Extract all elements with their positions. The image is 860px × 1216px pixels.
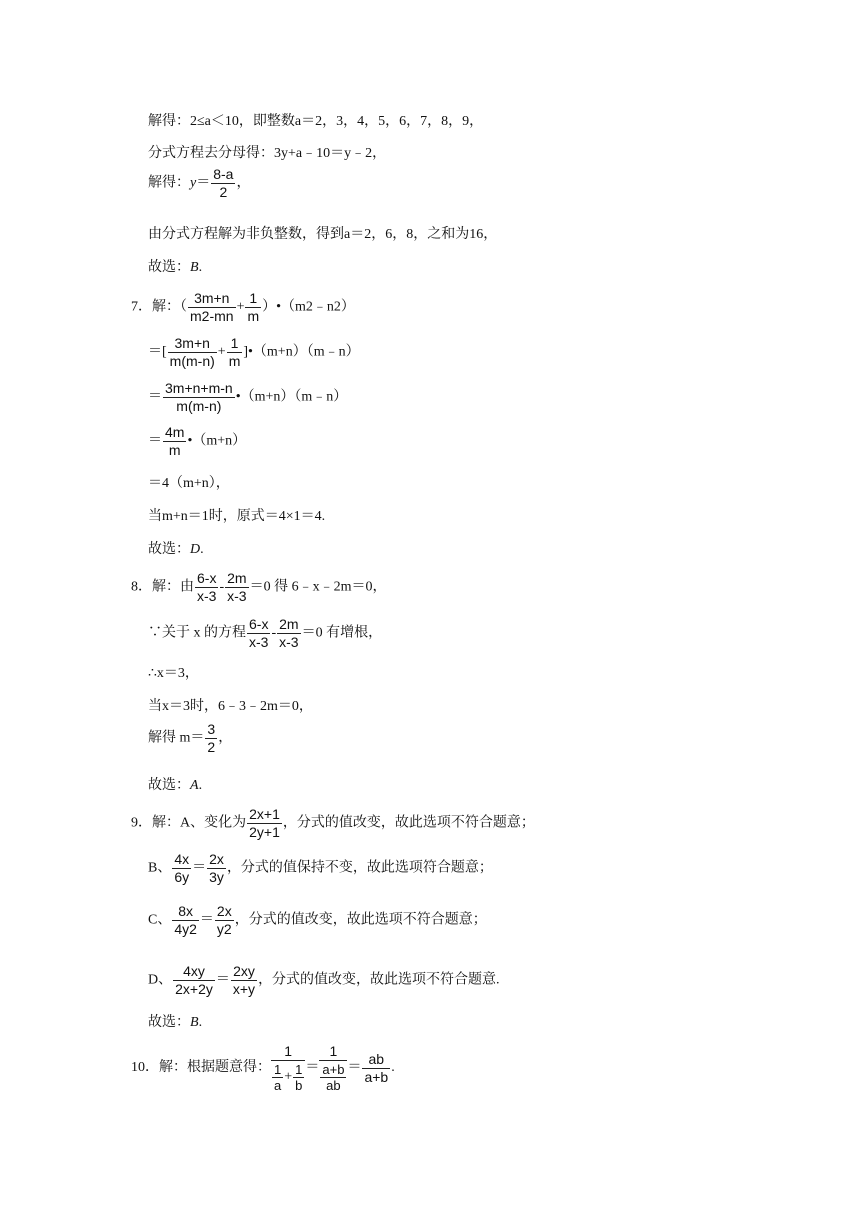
denominator: 2: [207, 739, 216, 755]
fraction: [247, 616, 270, 651]
denominator: [319, 1061, 347, 1093]
text: 8．解：由: [131, 579, 194, 595]
fraction: [277, 616, 300, 651]
denominator: m: [247, 308, 260, 324]
text: .: [391, 1060, 395, 1076]
denominator: 2y+1: [249, 824, 280, 840]
numerator: 1: [319, 1043, 347, 1061]
text: •（m+n）（m﹣n）: [235, 389, 348, 405]
complex-fraction: [271, 1043, 305, 1093]
numerator: 6-x: [249, 616, 269, 632]
denominator: m(m-n): [169, 353, 215, 369]
fraction: [168, 335, 217, 370]
text: 故选：: [148, 1015, 190, 1030]
text: C、: [148, 912, 172, 928]
text: •（m+n）: [187, 433, 247, 449]
text: 7．解：（: [131, 299, 187, 315]
complex-fraction: [319, 1043, 347, 1093]
fraction: [173, 963, 215, 998]
solution-line: 分式方程去分母得：3y+a﹣10＝y﹣2，: [148, 146, 387, 161]
numerator: 1: [245, 290, 261, 308]
numerator: 1: [227, 335, 243, 353]
solution-line: ＝4（m+n），: [148, 476, 230, 491]
fraction: [163, 380, 235, 415]
equals-sign: ＝: [196, 175, 211, 191]
numerator: 2x: [209, 851, 224, 867]
equals-sign: ＝: [199, 912, 214, 928]
text: ）•（m2﹣n2）: [262, 299, 355, 315]
denominator: x+y: [232, 981, 256, 997]
solution-line: [148, 380, 347, 415]
numerator: 3m+n+m-n: [165, 380, 233, 396]
numerator: 2xy: [231, 963, 257, 981]
solution-line: 当x＝3时，6﹣3﹣2m＝0，: [148, 699, 313, 714]
text: 故选：: [148, 260, 190, 275]
answer-line: [148, 779, 202, 793]
text: .: [198, 1015, 203, 1030]
equals-sign: ＝: [347, 1060, 362, 1076]
plus-sign: +: [236, 299, 245, 315]
numerator: 3: [207, 721, 216, 737]
denominator: 6y: [174, 869, 190, 885]
plus-sign: +: [217, 344, 226, 360]
answer-choice: B: [190, 1015, 199, 1030]
denominator: m(m-n): [176, 398, 222, 414]
numerator: 4xy: [173, 963, 215, 981]
equals-sign: ＝: [305, 1060, 320, 1076]
text: ，分式的值改变，故此选项不符合题意；: [282, 815, 535, 831]
text: .: [198, 260, 203, 275]
answer-choice: B: [190, 260, 199, 275]
solution-line: [131, 806, 535, 841]
text: ∵关于 x 的方程: [148, 625, 246, 641]
solution-line: [131, 290, 355, 325]
text: 10．解：根据题意得：: [131, 1060, 271, 1076]
equals-sign: ＝: [215, 972, 230, 988]
numerator: 1: [274, 1062, 282, 1077]
text: .: [198, 778, 203, 793]
numerator: a+b: [322, 1062, 345, 1077]
fraction: [215, 903, 234, 938]
fraction: [163, 424, 186, 459]
numerator: 3m+n: [168, 335, 217, 353]
solution-line: [148, 963, 500, 998]
text: 故选：: [148, 778, 190, 793]
numerator: 1: [271, 1043, 305, 1061]
numerator: ab: [362, 1051, 390, 1069]
text: ＝0 得 6﹣x﹣2m＝0，: [249, 579, 387, 595]
denominator: 2x+2y: [175, 981, 213, 997]
fraction: [225, 570, 248, 605]
fraction: [362, 1051, 390, 1086]
fraction: [172, 903, 199, 938]
numerator: 2x: [216, 903, 232, 919]
numerator: 3m+n: [188, 290, 236, 308]
denominator: a+b: [364, 1068, 389, 1085]
answer-choice: D: [190, 542, 201, 557]
text: ＝: [148, 389, 162, 405]
solution-line: [148, 335, 360, 370]
minus-sign: -: [219, 579, 225, 595]
text: 解得：: [148, 175, 190, 191]
solution-line: [148, 166, 250, 201]
answer-line: [148, 261, 202, 275]
solution-line: [148, 424, 246, 459]
numerator: 4x: [174, 851, 190, 867]
fraction: [188, 290, 236, 325]
denominator: x-3: [249, 634, 269, 650]
fraction: [293, 1062, 304, 1093]
fraction: [245, 290, 261, 325]
fraction: [227, 335, 243, 370]
denominator: 3y: [209, 869, 224, 885]
answer-line: [148, 543, 204, 557]
minus-sign: -: [271, 625, 277, 641]
fraction: [172, 851, 191, 886]
denominator: m2-mn: [190, 308, 234, 324]
text: ＝: [148, 433, 162, 449]
text: .: [200, 542, 204, 557]
answer-choice: A: [190, 778, 199, 793]
fraction: [320, 1062, 346, 1093]
fraction: [231, 963, 257, 998]
solution-line: 当m+n＝1时，原式＝4×1＝4.: [148, 509, 326, 524]
denominator: x-3: [279, 634, 299, 650]
text: 9．解：A、变化为: [131, 815, 247, 831]
text: B、: [148, 860, 172, 876]
answer-line: [148, 1016, 202, 1030]
numerator: 6-x: [197, 570, 217, 586]
variable: y: [190, 175, 197, 191]
solution-line: 解得：2≤a＜10，即整数a＝2，3，4，5，6，7，8，9，: [148, 114, 484, 129]
text: ＝[: [148, 344, 167, 360]
denominator: x-3: [197, 588, 217, 604]
denominator: b: [295, 1078, 303, 1093]
text: 解得 m＝: [148, 730, 205, 746]
text: ，: [236, 175, 251, 191]
fraction: [272, 1062, 283, 1093]
solution-line: [131, 570, 386, 605]
numerator: 2x+1: [249, 806, 280, 822]
numerator: 1: [295, 1062, 303, 1077]
plus-sign: +: [284, 1069, 293, 1085]
fraction: [205, 721, 217, 756]
fraction: [211, 166, 235, 201]
denominator: ab: [326, 1078, 341, 1093]
solution-line: [148, 721, 232, 756]
text: ，: [218, 730, 233, 746]
numerator: 4m: [165, 424, 185, 440]
numerator: 2m: [227, 570, 247, 586]
solution-line: [148, 903, 487, 938]
text: D、: [148, 972, 173, 988]
text: ＝0 有增根，: [301, 625, 383, 641]
fraction: [247, 806, 282, 841]
text: 故选：: [148, 542, 190, 557]
denominator: m: [228, 353, 241, 369]
denominator: a: [274, 1078, 282, 1093]
fraction: [207, 851, 226, 886]
numerator: 8-a: [213, 166, 234, 182]
text: ，分式的值保持不变，故此选项符合题意；: [226, 860, 493, 876]
denominator: [271, 1061, 305, 1093]
denominator: m: [168, 442, 181, 458]
numerator: 2m: [279, 616, 299, 632]
text: ，分式的值改变，故此选项不符合题意；: [234, 912, 487, 928]
numerator: 8x: [172, 903, 199, 921]
solution-line: [148, 851, 493, 886]
text: ，分式的值改变，故此选项不符合题意.: [258, 972, 500, 988]
solution-line: 由分式方程解为非负整数，得到a＝2，6，8，之和为16，: [148, 227, 498, 242]
fraction: [195, 570, 218, 605]
equals-sign: ＝: [192, 860, 207, 876]
solution-line: [148, 616, 382, 651]
denominator: 2: [219, 184, 228, 200]
solution-line: [131, 1043, 395, 1093]
solution-line: ∴x＝3，: [148, 666, 199, 681]
denominator: x-3: [227, 588, 247, 604]
denominator: y2: [216, 921, 232, 937]
denominator: 4y2: [174, 921, 197, 937]
text: ]•（m+n）（m﹣n）: [243, 344, 360, 360]
